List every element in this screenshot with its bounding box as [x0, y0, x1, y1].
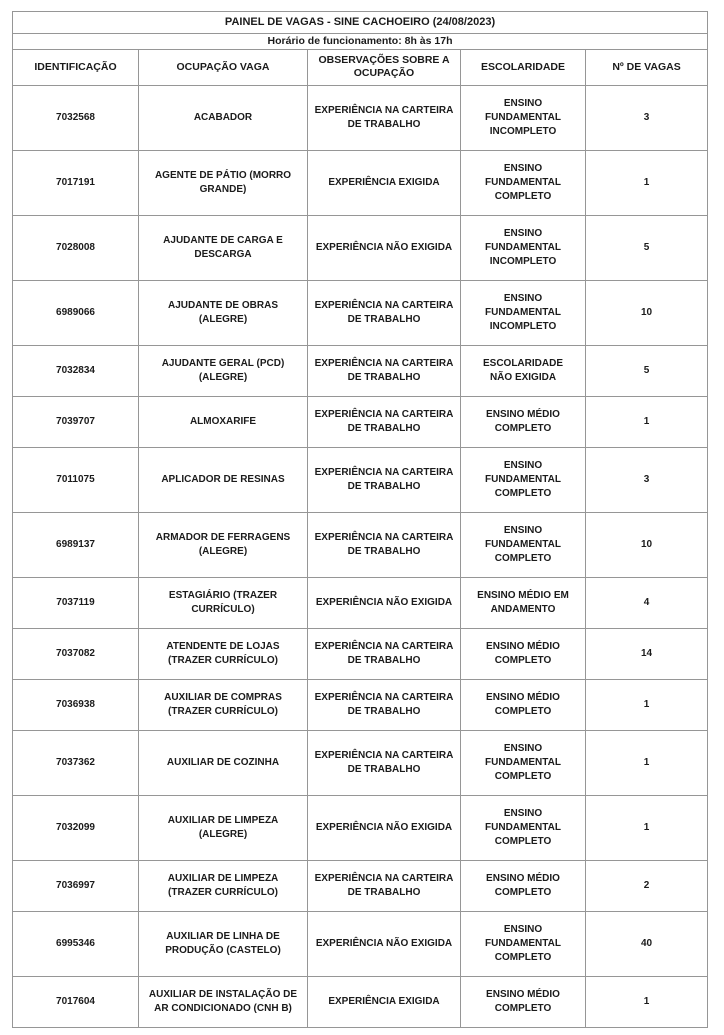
- cell-identification: 7032099: [13, 796, 139, 861]
- table-row: [13, 977, 708, 1028]
- cell-education: ENSINO FUNDAMENTAL COMPLETO: [461, 796, 586, 861]
- table-row: [13, 281, 708, 346]
- cell-education: ENSINO FUNDAMENTAL COMPLETO: [461, 448, 586, 513]
- cell-vacancy-count: 5: [586, 346, 708, 397]
- cell-education: ENSINO MÉDIO COMPLETO: [461, 629, 586, 680]
- column-header-observations: OBSERVAÇÕES SOBRE A OCUPAÇÃO: [308, 49, 461, 85]
- cell-observations: EXPERIÊNCIA EXIGIDA: [308, 151, 461, 216]
- table-row: [13, 578, 708, 629]
- cell-education: ESCOLARIDADE NÃO EXIGIDA: [461, 346, 586, 397]
- cell-identification: 7011075: [13, 448, 139, 513]
- cell-education: ENSINO MÉDIO COMPLETO: [461, 861, 586, 912]
- table-row: [13, 680, 708, 731]
- cell-observations: EXPERIÊNCIA NA CARTEIRA DE TRABALHO: [308, 513, 461, 578]
- cell-observations: EXPERIÊNCIA NA CARTEIRA DE TRABALHO: [308, 346, 461, 397]
- table-subtitle: Horário de funcionamento: 8h às 17h: [13, 34, 708, 50]
- cell-occupation: AUXILIAR DE COMPRAS (TRAZER CURRÍCULO): [139, 680, 308, 731]
- cell-education: ENSINO FUNDAMENTAL COMPLETO: [461, 731, 586, 796]
- table-row: [13, 397, 708, 448]
- cell-vacancy-count: 1: [586, 680, 708, 731]
- cell-occupation: AUXILIAR DE COZINHA: [139, 731, 308, 796]
- cell-observations: EXPERIÊNCIA NA CARTEIRA DE TRABALHO: [308, 281, 461, 346]
- table-row: [13, 796, 708, 861]
- cell-vacancy-count: 14: [586, 629, 708, 680]
- column-header-occupation: OCUPAÇÃO VAGA: [139, 49, 308, 85]
- cell-occupation: AUXILIAR DE LIMPEZA (TRAZER CURRÍCULO): [139, 861, 308, 912]
- cell-identification: 7037082: [13, 629, 139, 680]
- cell-education: ENSINO FUNDAMENTAL COMPLETO: [461, 151, 586, 216]
- cell-education: ENSINO FUNDAMENTAL INCOMPLETO: [461, 216, 586, 281]
- cell-occupation: ACABADOR: [139, 86, 308, 151]
- cell-vacancy-count: 1: [586, 977, 708, 1028]
- cell-observations: EXPERIÊNCIA NA CARTEIRA DE TRABALHO: [308, 629, 461, 680]
- cell-occupation: AUXILIAR DE LINHA DE PRODUÇÃO (CASTELO): [139, 912, 308, 977]
- cell-occupation: AJUDANTE GERAL (PCD) (ALEGRE): [139, 346, 308, 397]
- table-row: [13, 346, 708, 397]
- cell-observations: EXPERIÊNCIA NA CARTEIRA DE TRABALHO: [308, 86, 461, 151]
- cell-education: ENSINO MÉDIO COMPLETO: [461, 397, 586, 448]
- cell-education: ENSINO MÉDIO COMPLETO: [461, 680, 586, 731]
- cell-observations: EXPERIÊNCIA NÃO EXIGIDA: [308, 912, 461, 977]
- table-row: [13, 861, 708, 912]
- cell-vacancy-count: 5: [586, 216, 708, 281]
- cell-education: ENSINO FUNDAMENTAL COMPLETO: [461, 513, 586, 578]
- cell-occupation: AGENTE DE PÁTIO (MORRO GRANDE): [139, 151, 308, 216]
- cell-occupation: ESTAGIÁRIO (TRAZER CURRÍCULO): [139, 578, 308, 629]
- cell-occupation: ALMOXARIFE: [139, 397, 308, 448]
- column-header-education: ESCOLARIDADE: [461, 49, 586, 85]
- column-header-row: [13, 49, 708, 85]
- cell-identification: 7032834: [13, 346, 139, 397]
- table-row: [13, 151, 708, 216]
- cell-identification: 6995346: [13, 912, 139, 977]
- table-title-row: [13, 12, 708, 34]
- cell-identification: 6989066: [13, 281, 139, 346]
- vacancy-table: [12, 11, 708, 1028]
- cell-occupation: ATENDENTE DE LOJAS (TRAZER CURRÍCULO): [139, 629, 308, 680]
- cell-identification: 7036997: [13, 861, 139, 912]
- cell-vacancy-count: 2: [586, 861, 708, 912]
- cell-occupation: AUXILIAR DE INSTALAÇÃO DE AR CONDICIONADO (CNH B): [139, 977, 308, 1028]
- cell-vacancy-count: 3: [586, 86, 708, 151]
- cell-vacancy-count: 4: [586, 578, 708, 629]
- cell-occupation: AJUDANTE DE OBRAS (ALEGRE): [139, 281, 308, 346]
- table-row: [13, 513, 708, 578]
- cell-education: ENSINO MÉDIO COMPLETO: [461, 977, 586, 1028]
- vacancy-table-body: [13, 86, 708, 1028]
- cell-vacancy-count: 40: [586, 912, 708, 977]
- cell-observations: EXPERIÊNCIA NÃO EXIGIDA: [308, 216, 461, 281]
- cell-identification: 7039707: [13, 397, 139, 448]
- cell-identification: 7028008: [13, 216, 139, 281]
- cell-observations: EXPERIÊNCIA NA CARTEIRA DE TRABALHO: [308, 861, 461, 912]
- cell-vacancy-count: 10: [586, 281, 708, 346]
- table-row: [13, 448, 708, 513]
- cell-vacancy-count: 1: [586, 151, 708, 216]
- cell-observations: EXPERIÊNCIA NA CARTEIRA DE TRABALHO: [308, 680, 461, 731]
- cell-education: ENSINO FUNDAMENTAL COMPLETO: [461, 912, 586, 977]
- table-row: [13, 629, 708, 680]
- cell-identification: 7032568: [13, 86, 139, 151]
- cell-observations: EXPERIÊNCIA NÃO EXIGIDA: [308, 796, 461, 861]
- column-header-vacancy-count: Nº DE VAGAS: [586, 49, 708, 85]
- cell-identification: 7017191: [13, 151, 139, 216]
- column-header-identification: IDENTIFICAÇÃO: [13, 49, 139, 85]
- cell-observations: EXPERIÊNCIA NÃO EXIGIDA: [308, 578, 461, 629]
- table-title: PAINEL DE VAGAS - SINE CACHOEIRO (24/08/2023): [13, 12, 708, 34]
- cell-observations: EXPERIÊNCIA NA CARTEIRA DE TRABALHO: [308, 397, 461, 448]
- table-row: [13, 912, 708, 977]
- cell-observations: EXPERIÊNCIA EXIGIDA: [308, 977, 461, 1028]
- cell-identification: 7037119: [13, 578, 139, 629]
- table-row: [13, 731, 708, 796]
- cell-observations: EXPERIÊNCIA NA CARTEIRA DE TRABALHO: [308, 448, 461, 513]
- cell-identification: 6989137: [13, 513, 139, 578]
- cell-education: ENSINO MÉDIO EM ANDAMENTO: [461, 578, 586, 629]
- cell-vacancy-count: 3: [586, 448, 708, 513]
- cell-occupation: APLICADOR DE RESINAS: [139, 448, 308, 513]
- table-row: [13, 216, 708, 281]
- cell-education: ENSINO FUNDAMENTAL INCOMPLETO: [461, 86, 586, 151]
- cell-vacancy-count: 1: [586, 397, 708, 448]
- cell-observations: EXPERIÊNCIA NA CARTEIRA DE TRABALHO: [308, 731, 461, 796]
- cell-identification: 7017604: [13, 977, 139, 1028]
- cell-identification: 7036938: [13, 680, 139, 731]
- cell-occupation: ARMADOR DE FERRAGENS (ALEGRE): [139, 513, 308, 578]
- cell-identification: 7037362: [13, 731, 139, 796]
- table-row: [13, 86, 708, 151]
- cell-occupation: AJUDANTE DE CARGA E DESCARGA: [139, 216, 308, 281]
- cell-vacancy-count: 10: [586, 513, 708, 578]
- cell-occupation: AUXILIAR DE LIMPEZA (ALEGRE): [139, 796, 308, 861]
- cell-education: ENSINO FUNDAMENTAL INCOMPLETO: [461, 281, 586, 346]
- table-subtitle-row: [13, 34, 708, 50]
- cell-vacancy-count: 1: [586, 796, 708, 861]
- cell-vacancy-count: 1: [586, 731, 708, 796]
